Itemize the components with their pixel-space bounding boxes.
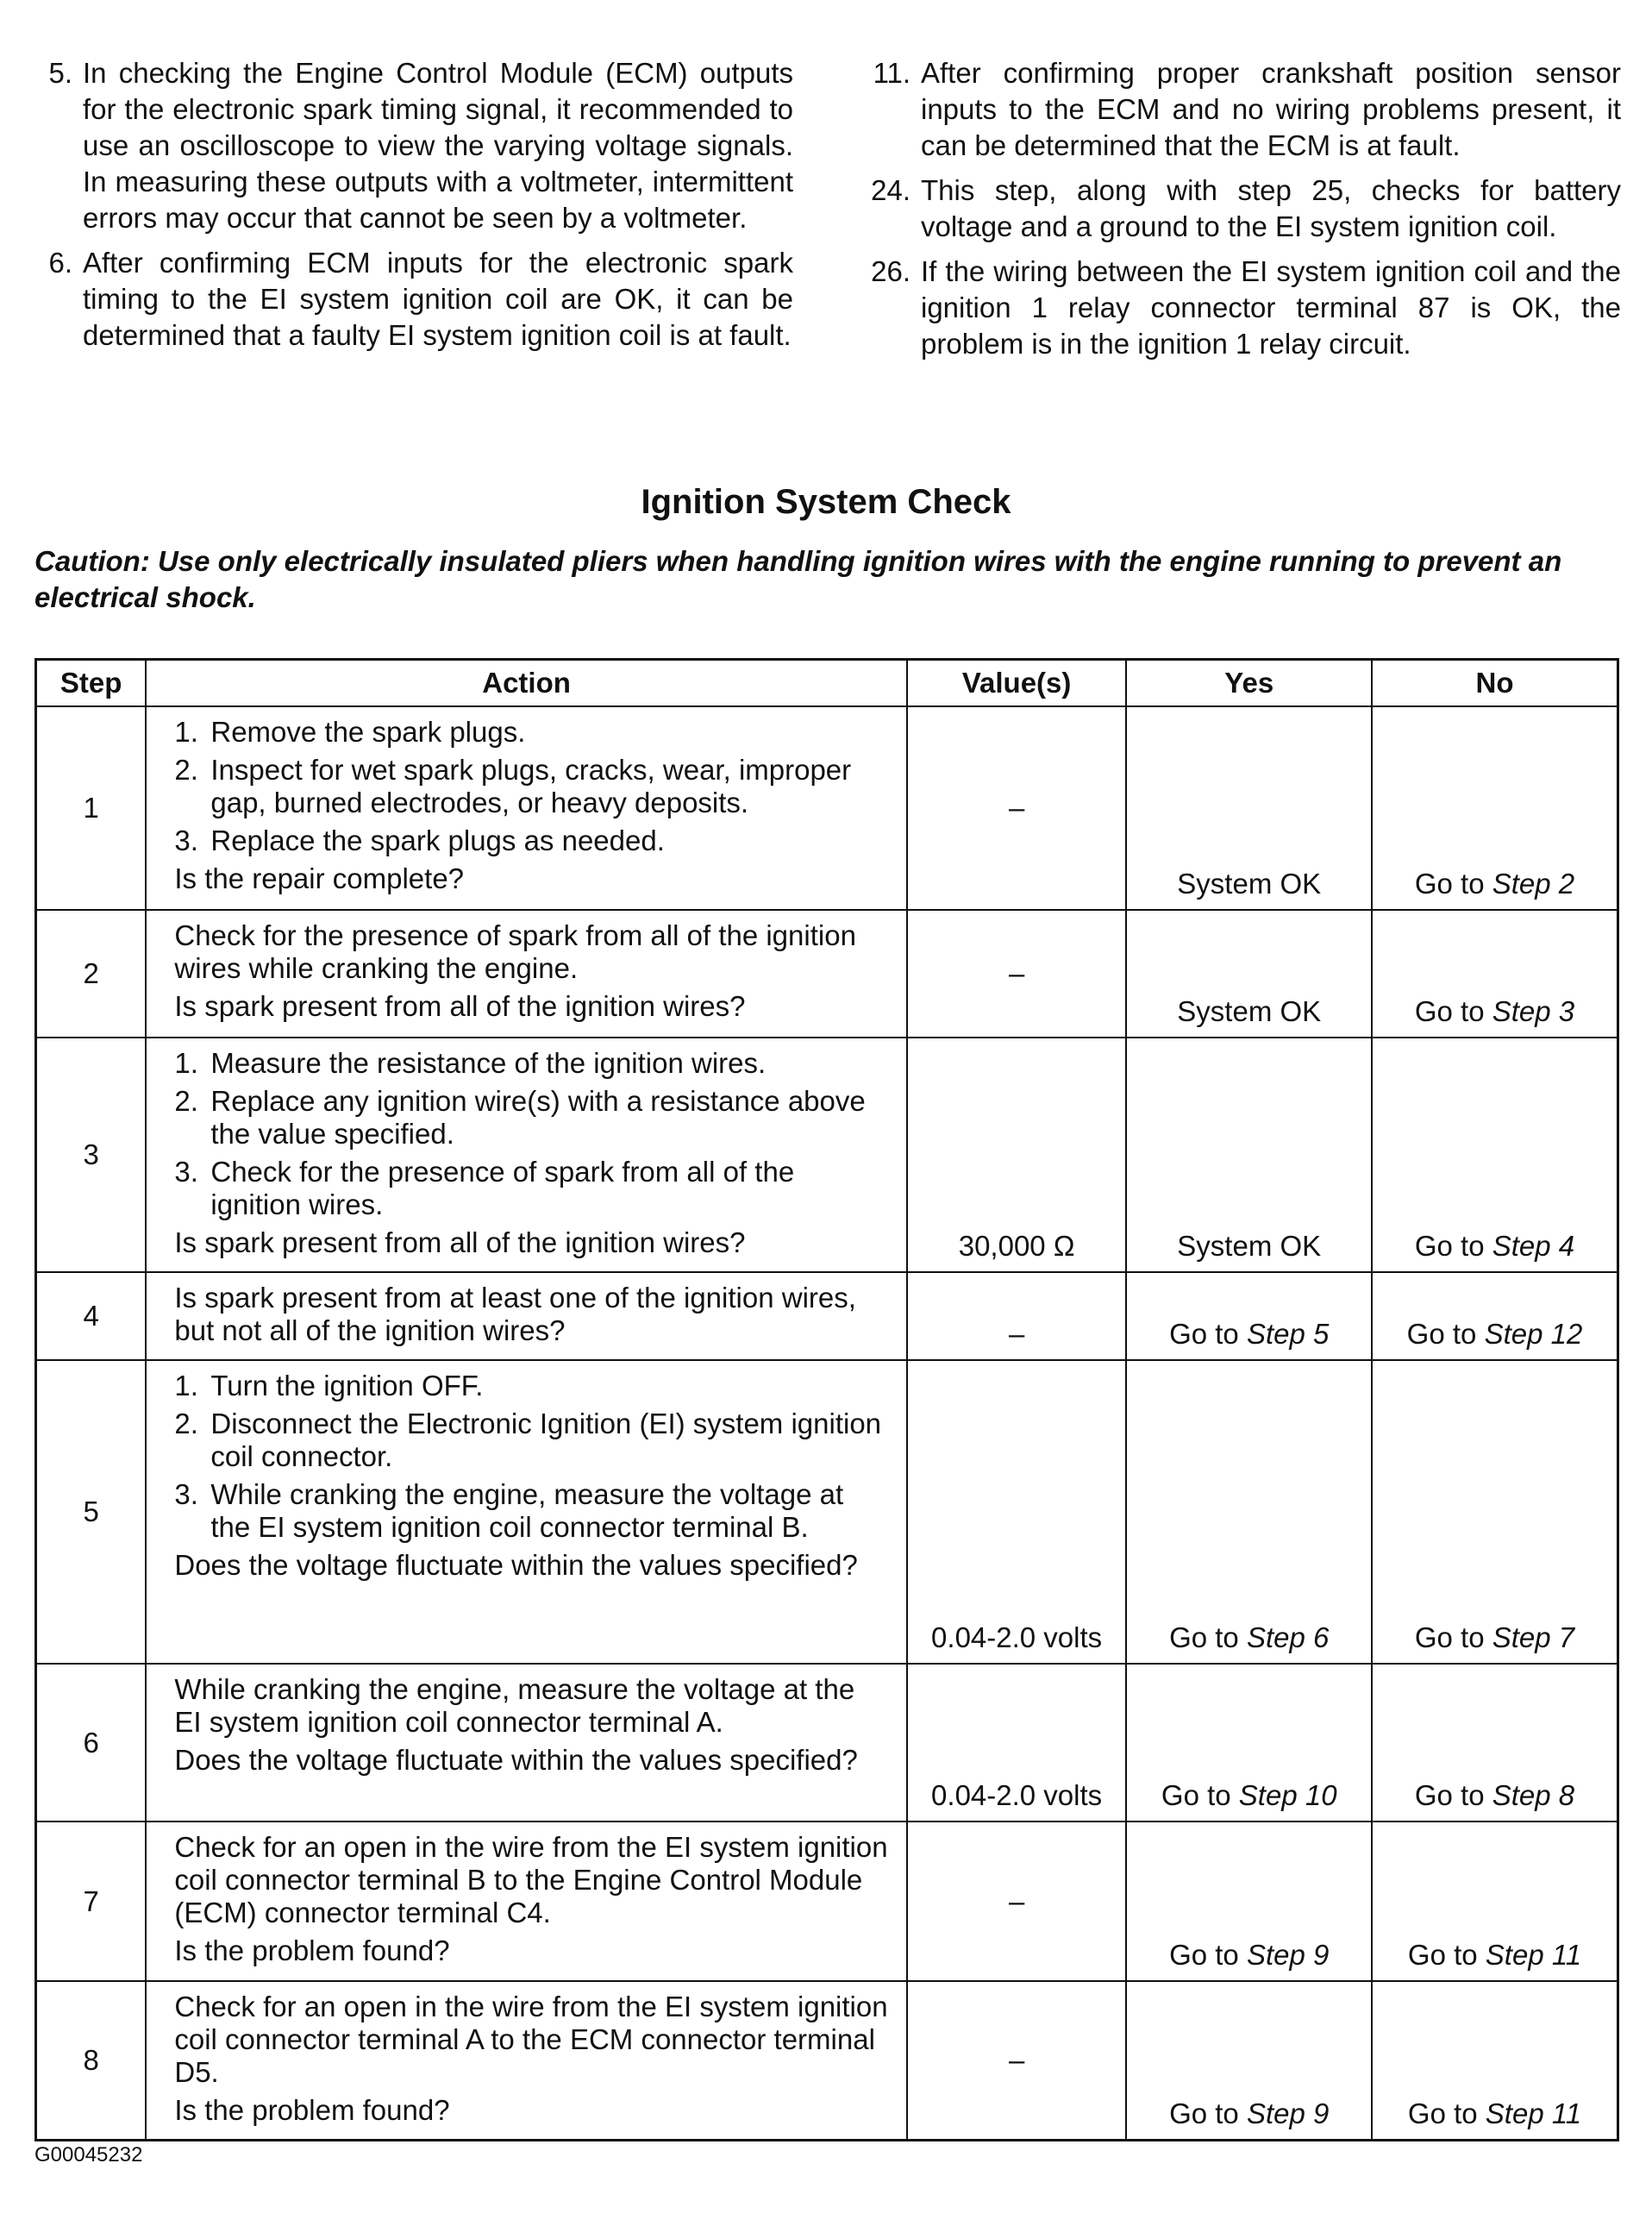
action-item: 2. Disconnect the Electronic Ignition (EI) system ignition coil connector. bbox=[174, 1408, 882, 1472]
value-cell: 0.04-2.0 volts bbox=[907, 1360, 1127, 1664]
yes-cell: System OK bbox=[1126, 706, 1372, 910]
step-number: 4 bbox=[36, 1272, 147, 1360]
step-number: 7 bbox=[36, 1822, 147, 1981]
action-item: 1. Turn the ignition OFF. bbox=[174, 1370, 484, 1401]
value-cell: – bbox=[907, 1822, 1127, 1981]
table-row bbox=[36, 910, 1618, 1038]
yes-cell: Go to Step 5 bbox=[1126, 1272, 1372, 1360]
step-number: 1 bbox=[36, 706, 147, 910]
action-question: Is spark present from at least one of the ignition wires, but not all of the ignition wires? bbox=[174, 1282, 856, 1346]
explanatory-notes bbox=[34, 55, 1621, 371]
note-text: In checking the Engine Control Module (ECM) outputs for the electronic spark timing signal, it recommended to use an oscilloscope to view the varying voltage signals. In measuring these outputs with a voltmeter, intermittent errors may occur that cannot be seen by a voltmeter. bbox=[83, 57, 793, 234]
table-row bbox=[36, 1981, 1618, 2141]
action-cell bbox=[146, 1360, 906, 1664]
action-item: 1. Measure the resistance of the ignition wires. bbox=[174, 1047, 767, 1079]
note-number: 5. bbox=[48, 57, 72, 89]
no-cell: Go to Step 7 bbox=[1372, 1360, 1618, 1664]
notes-right-column bbox=[862, 55, 1621, 371]
yes-cell: Go to Step 6 bbox=[1126, 1360, 1372, 1664]
step-number: 8 bbox=[36, 1981, 147, 2141]
action-item: 3. Check for the presence of spark from all of the ignition wires. bbox=[174, 1156, 795, 1220]
action-item: 1. Remove the spark plugs. bbox=[174, 716, 526, 748]
section-heading: Ignition System Check bbox=[641, 483, 1011, 521]
action-text: Check for an open in the wire from the EI system ignition coil connector terminal A to the ECM connector terminal D5. bbox=[174, 1991, 888, 2088]
step-number: 6 bbox=[36, 1664, 147, 1822]
no-cell: Go to Step 2 bbox=[1372, 706, 1618, 910]
note-number: 24. bbox=[871, 174, 910, 206]
table-row bbox=[36, 706, 1618, 910]
table-row bbox=[36, 1664, 1618, 1822]
value-cell: – bbox=[907, 1981, 1127, 2141]
action-cell bbox=[146, 1038, 906, 1272]
note-text: After confirming ECM inputs for the electronic spark timing to the EI system ignition coil are OK, it can be determined that a faulty EI system ignition coil is at fault. bbox=[83, 247, 793, 351]
step-number: 2 bbox=[36, 910, 147, 1038]
action-cell bbox=[146, 1664, 906, 1822]
table-row bbox=[36, 1038, 1618, 1272]
ignition-check-table bbox=[34, 658, 1619, 2141]
action-item: 3. Replace the spark plugs as needed. bbox=[174, 825, 665, 856]
table-row bbox=[36, 1360, 1618, 1664]
note-item bbox=[862, 254, 1621, 362]
note-item bbox=[862, 55, 1621, 164]
no-cell: Go to Step 11 bbox=[1372, 1822, 1618, 1981]
step-number: 3 bbox=[36, 1038, 147, 1272]
no-cell: Go to Step 8 bbox=[1372, 1664, 1618, 1822]
action-question: Is spark present from all of the ignition wires? bbox=[174, 1226, 746, 1258]
document-code: G00045232 bbox=[34, 2143, 143, 2166]
header-action: Action bbox=[146, 660, 906, 707]
table-row bbox=[36, 1272, 1618, 1360]
note-number: 26. bbox=[871, 255, 910, 287]
note-text: After confirming proper crankshaft position sensor inputs to the ECM and no wiring problems present, it can be determined that the ECM is at fault. bbox=[921, 57, 1621, 161]
action-cell bbox=[146, 910, 906, 1038]
action-text: Check for an open in the wire from the EI system ignition coil connector terminal B to the Engine Control Module (ECM) connector terminal C4. bbox=[174, 1831, 888, 1928]
value-cell: – bbox=[907, 910, 1127, 1038]
yes-cell: Go to Step 9 bbox=[1126, 1981, 1372, 2141]
note-text: If the wiring between the EI system ignition coil and the ignition 1 relay connector terminal 87 is OK, the problem is in the ignition 1 relay circuit. bbox=[921, 255, 1621, 360]
notes-left-column bbox=[34, 55, 793, 371]
yes-cell: Go to Step 10 bbox=[1126, 1664, 1372, 1822]
action-item: 2. Inspect for wet spark plugs, cracks, wear, improper gap, burned electrodes, or heavy deposits. bbox=[174, 754, 852, 818]
note-item bbox=[862, 172, 1621, 245]
no-cell: Go to Step 11 bbox=[1372, 1981, 1618, 2141]
yes-cell: System OK bbox=[1126, 1038, 1372, 1272]
note-number: 11. bbox=[873, 57, 910, 89]
no-cell: Go to Step 4 bbox=[1372, 1038, 1618, 1272]
table-row bbox=[36, 1822, 1618, 1981]
action-question: Is the repair complete? bbox=[174, 862, 465, 894]
header-values: Value(s) bbox=[907, 660, 1127, 707]
action-item: 2. Replace any ignition wire(s) with a resistance above the value specified. bbox=[174, 1085, 866, 1150]
value-cell: 30,000 Ω bbox=[907, 1038, 1127, 1272]
header-yes: Yes bbox=[1126, 660, 1372, 707]
action-question: Does the voltage fluctuate within the values specified? bbox=[174, 1549, 858, 1581]
action-question: Is spark present from all of the ignition wires? bbox=[174, 990, 746, 1022]
note-number: 6. bbox=[48, 247, 72, 279]
note-text: This step, along with step 25, checks for battery voltage and a ground to the EI system ignition coil. bbox=[921, 174, 1621, 242]
action-cell bbox=[146, 1981, 906, 2141]
no-cell: Go to Step 3 bbox=[1372, 910, 1618, 1038]
header-step: Step bbox=[36, 660, 147, 707]
header-no: No bbox=[1372, 660, 1618, 707]
value-cell: – bbox=[907, 1272, 1127, 1360]
note-item bbox=[34, 55, 793, 236]
yes-cell: Go to Step 9 bbox=[1126, 1822, 1372, 1981]
action-question: Does the voltage fluctuate within the values specified? bbox=[174, 1744, 858, 1776]
action-cell bbox=[146, 1272, 906, 1360]
note-item bbox=[34, 245, 793, 354]
caution-text: Caution: Use only electrically insulated pliers when handling ignition wires with the engine running to prevent an electrical shock. bbox=[34, 545, 1562, 613]
action-text: While cranking the engine, measure the voltage at the EI system ignition coil connector terminal A. bbox=[174, 1673, 855, 1738]
table-header-row bbox=[36, 660, 1618, 707]
value-cell: – bbox=[907, 706, 1127, 910]
action-cell bbox=[146, 706, 906, 910]
action-cell bbox=[146, 1822, 906, 1981]
no-cell: Go to Step 12 bbox=[1372, 1272, 1618, 1360]
action-question: Is the problem found? bbox=[174, 1934, 450, 1966]
action-item: 3. While cranking the engine, measure the voltage at the EI system ignition coil connector terminal B. bbox=[174, 1478, 844, 1543]
step-number: 5 bbox=[36, 1360, 147, 1664]
action-question: Is the problem found? bbox=[174, 2094, 450, 2126]
action-text: Check for the presence of spark from all of the ignition wires while cranking the engine. bbox=[174, 919, 856, 984]
yes-cell: System OK bbox=[1126, 910, 1372, 1038]
value-cell: 0.04-2.0 volts bbox=[907, 1664, 1127, 1822]
